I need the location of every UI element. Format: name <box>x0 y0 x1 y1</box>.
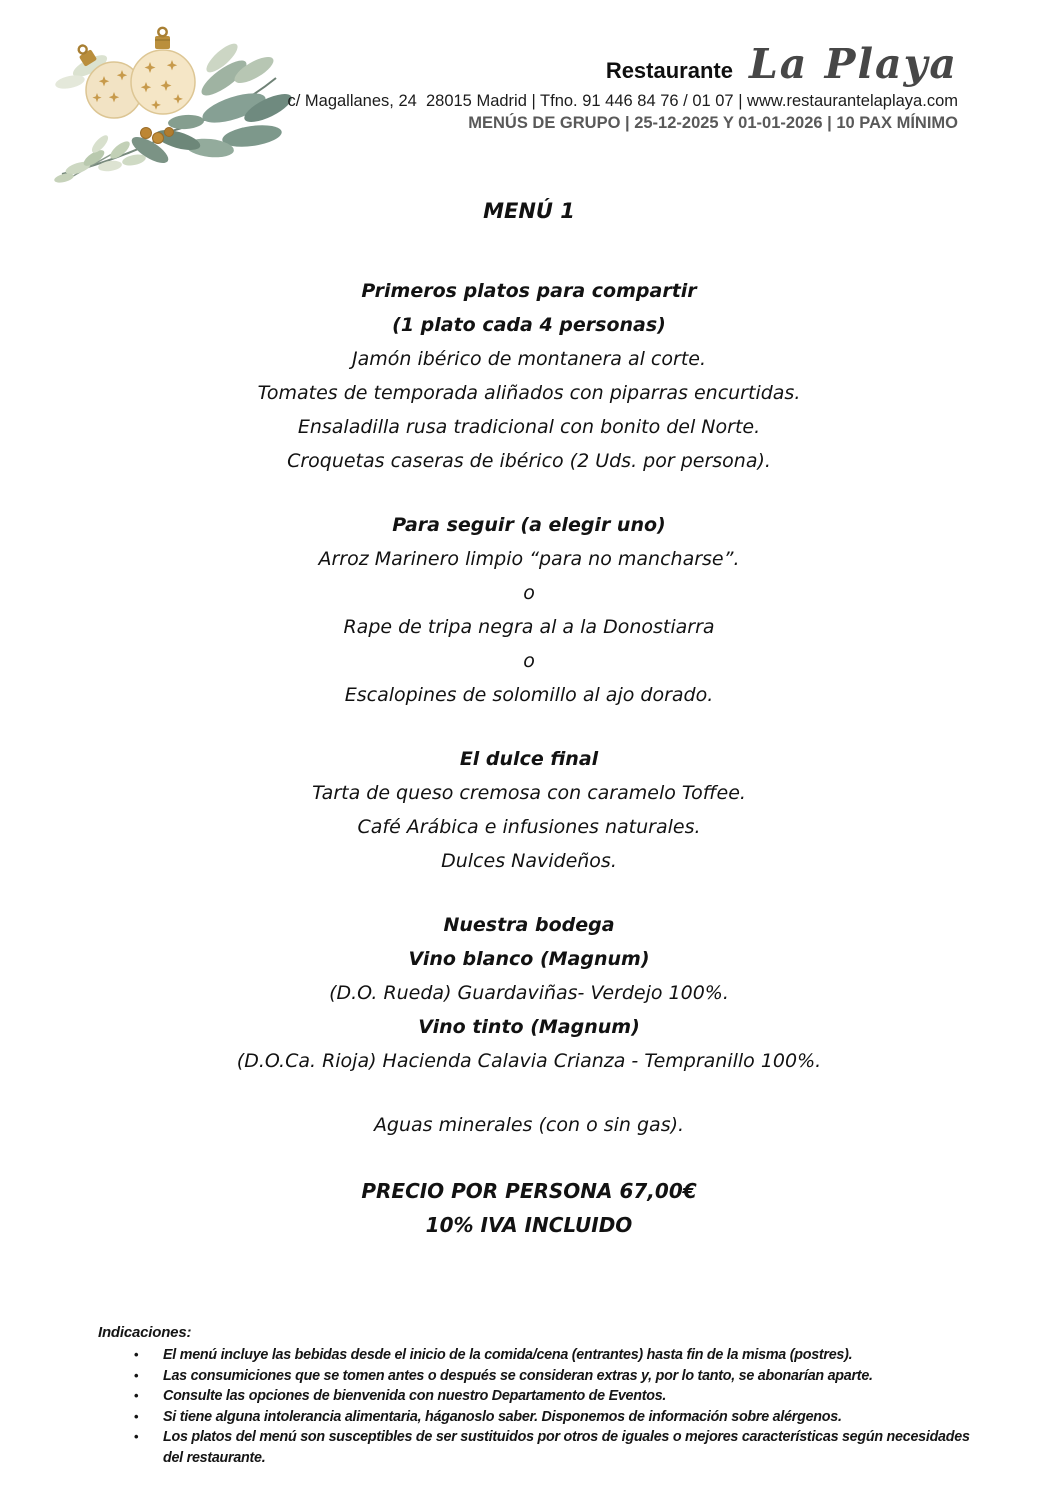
price-block <box>0 1174 1058 1242</box>
section-heading: Nuestra bodega <box>443 914 615 936</box>
wine-name: Vino blanco (Magnum) <box>408 948 650 970</box>
footnotes-title: Indicaciones: <box>98 1324 192 1341</box>
bullet-icon: • <box>134 1429 139 1444</box>
section-primeros <box>0 274 1058 478</box>
menu-item: Dulces Navideños. <box>441 850 617 872</box>
price-line: PRECIO POR PERSONA 67,00€ <box>361 1179 697 1203</box>
footnotes-list <box>98 1345 982 1468</box>
bullet-icon: • <box>134 1388 139 1403</box>
footnote-item <box>98 1427 982 1468</box>
footnote-text: Si tiene alguna intolerancia alimentaria, háganoslo saber. Disponemos de información sobre alérgenos. <box>163 1408 842 1425</box>
group-menu-info-line: MENÚS DE GRUPO | 25-12-2025 Y 01-01-2026 | 10 PAX MÍNIMO <box>468 114 958 132</box>
footnote-item <box>98 1386 982 1407</box>
section-bodega <box>0 908 1058 1078</box>
or-separator: o <box>523 650 535 672</box>
water-line: Aguas minerales (con o sin gas). <box>373 1114 685 1136</box>
wine-name: Vino tinto (Magnum) <box>418 1016 640 1038</box>
wine-detail: (D.O. Rueda) Guardaviñas- Verdejo 100%. <box>329 982 729 1004</box>
address-line: c/ Magallanes, 24 28015 Madrid | Tfno. 91 446 84 76 / 01 07 | www.restaurantelaplaya.com <box>287 92 958 110</box>
section-para-seguir <box>0 508 1058 712</box>
or-separator: o <box>523 582 535 604</box>
footnote-text: Los platos del menú son susceptibles de ser sustituidos por otros de iguales o mejores características según necesidades del restaurante. <box>163 1429 970 1466</box>
menu-item: Arroz Marinero limpio “para no mancharse”. <box>318 548 740 570</box>
section-aguas <box>0 1108 1058 1142</box>
menu-item: Tarta de queso cremosa con caramelo Toffee. <box>312 782 746 804</box>
footnotes <box>98 1322 982 1468</box>
footnote-item <box>98 1345 982 1366</box>
bullet-icon: • <box>134 1347 139 1362</box>
section-heading: El dulce final <box>459 748 599 770</box>
section-heading: Primeros platos para compartir <box>361 280 697 302</box>
menu-item: Jamón ibérico de montanera al corte. <box>352 348 706 370</box>
brand-name: La Playa <box>748 40 958 88</box>
wine-detail: (D.O.Ca. Rioja) Hacienda Calavia Crianza - Tempranillo 100%. <box>236 1050 822 1072</box>
brand-prefix: Restaurante <box>605 58 733 83</box>
menu-item: Escalopines de solomillo al ajo dorado. <box>344 684 714 706</box>
footnote-text: Consulte las opciones de bienvenida con nuestro Departamento de Eventos. <box>163 1388 667 1404</box>
menu-item: Tomates de temporada aliñados con piparras encurtidas. <box>257 382 801 404</box>
bullet-icon: • <box>134 1408 139 1424</box>
section-dulce-final <box>0 742 1058 878</box>
menu-title: MENÚ 1 <box>483 199 575 223</box>
section-subheading: (1 plato cada 4 personas) <box>392 314 666 336</box>
footnote-item <box>98 1407 982 1428</box>
menu-item: Café Arábica e infusiones naturales. <box>357 816 701 838</box>
section-heading: Para seguir (a elegir uno) <box>392 514 666 536</box>
tax-line: 10% IVA INCLUIDO <box>425 1213 633 1237</box>
footnote-item <box>98 1366 982 1387</box>
footnote-text: Las consumiciones que se tomen antes o después se consideran extras y, por lo tanto, se abonarían aparte. <box>163 1367 873 1384</box>
footnote-text: El menú incluye las bebidas desde el inicio de la comida/cena (entrantes) hasta fin de la misma (postres). <box>163 1347 853 1363</box>
menu-item: Ensaladilla rusa tradicional con bonito del Norte. <box>297 416 761 438</box>
menu-item: Rape de tripa negra al a la Donostiarra <box>343 616 715 638</box>
bullet-icon: • <box>134 1367 139 1383</box>
menu-item: Croquetas caseras de ibérico (2 Uds. por persona). <box>287 450 771 472</box>
